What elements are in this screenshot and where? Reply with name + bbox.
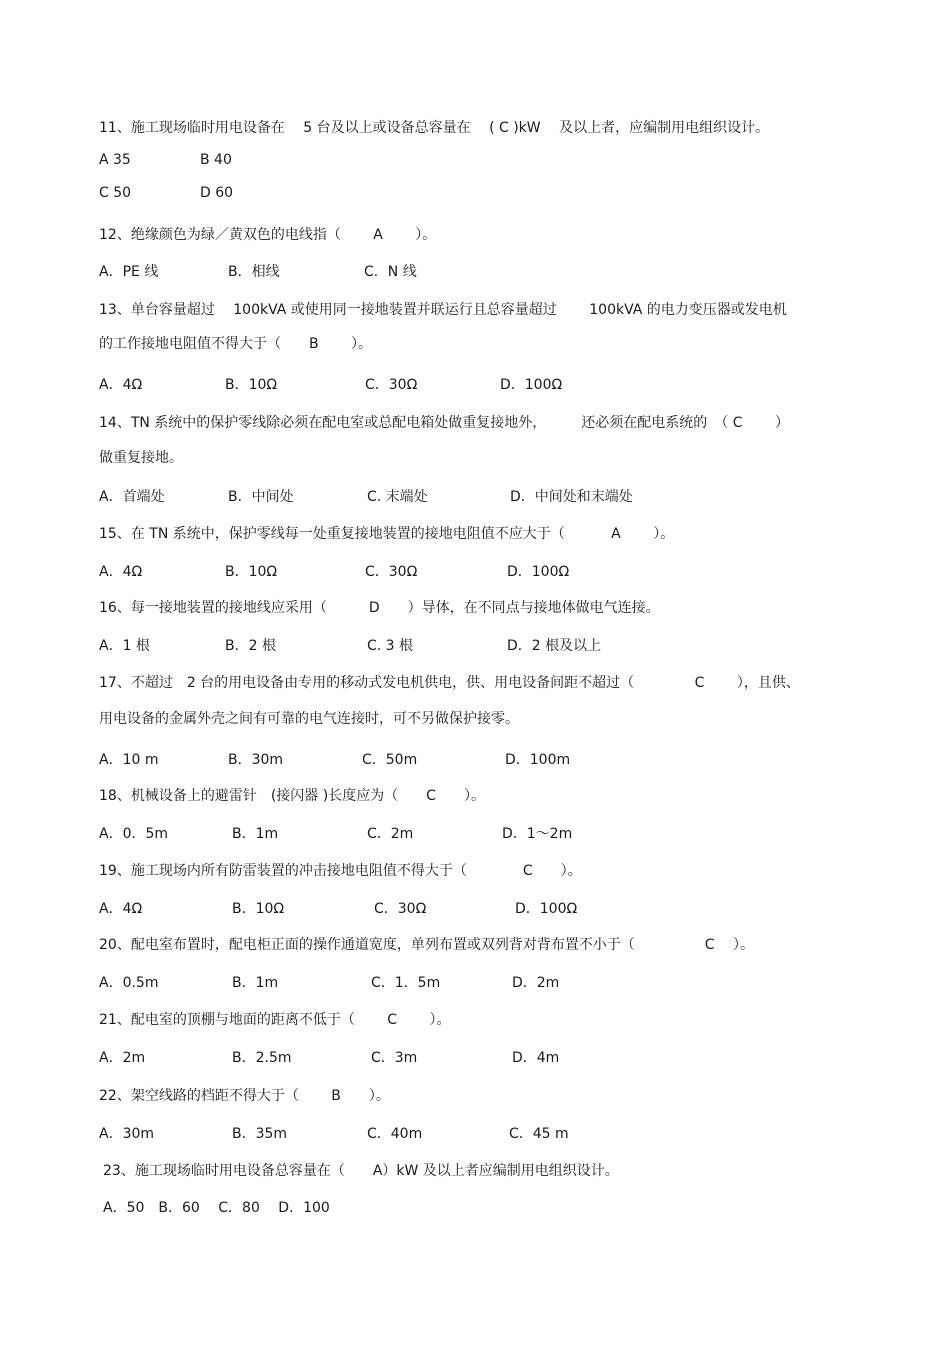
question-19-option-c: C．30Ω — [374, 901, 427, 917]
question-18-stem: 18、机械设备上的避雷针 (接闪器 )长度应为（ C ）。 — [99, 788, 485, 804]
question-22-stem: 22、架空线路的档距不得大于（ B ）。 — [99, 1088, 390, 1104]
question-22-option-c: C．40m — [367, 1126, 423, 1142]
question-18-option-d: D．1～2m — [502, 826, 573, 842]
question-19-stem: 19、施工现场内所有防雷装置的冲击接地电阻值不得大于（ C ）。 — [99, 863, 582, 879]
question-15-stem: 15、在 TN 系统中，保护零线每一处重复接地装置的接地电阻值不应大于（ A ）。 — [99, 526, 675, 542]
question-19-option-d: D．100Ω — [515, 901, 578, 917]
question-13-option-b: B．10Ω — [225, 377, 278, 393]
question-22-option-d: C．45 m — [509, 1126, 569, 1142]
question-15-option-c: C．30Ω — [365, 564, 418, 580]
question-12-option-b: B．相线 — [228, 264, 280, 280]
question-11-option-c: C 50 — [99, 185, 132, 201]
question-15-option-a: A．4Ω — [99, 564, 143, 580]
question-21-option-b: B．2.5m — [232, 1050, 292, 1066]
question-18-option-b: B．1m — [232, 826, 279, 842]
question-19-option-a: A．4Ω — [99, 901, 143, 917]
question-16-option-b: B．2 根 — [225, 638, 276, 654]
question-23-options: A．50 B．60 C．80 D．100 — [103, 1200, 330, 1216]
question-13-option-a: A．4Ω — [99, 377, 143, 393]
question-11-stem: 11、施工现场临时用电设备在 5 台及以上或设备总容量在 ( C )kW 及以上者，应编制用电组织设计。 — [99, 120, 770, 136]
question-13-stem-line-2: 的工作接地电阻值不得大于（ B ）。 — [99, 336, 373, 352]
question-15-option-b: B．10Ω — [225, 564, 278, 580]
question-13-stem-line-1: 13、单台容量超过 100kVA 或使用同一接地装置并联运行且总容量超过 100kVA 的电力变压器或发电机 — [99, 302, 787, 318]
question-20-option-d: D．2m — [512, 975, 560, 991]
question-20-option-a: A．0.5m — [99, 975, 159, 991]
question-21-option-d: D．4m — [512, 1050, 560, 1066]
question-14-option-a: A．首端处 — [99, 489, 165, 505]
question-21-option-c: C．3m — [371, 1050, 418, 1066]
question-20-option-b: B．1m — [232, 975, 279, 991]
question-18-option-c: C．2m — [367, 826, 414, 842]
question-21-stem: 21、配电室的顶棚与地面的距离不低于（ C ）。 — [99, 1012, 451, 1028]
question-17-option-d: D．100m — [505, 752, 571, 768]
question-17-option-b: B．30m — [228, 752, 284, 768]
question-16-stem: 16、每一接地装置的接地线应采用（ D ）导体，在不同点与接地体做电气连接。 — [99, 600, 660, 616]
question-22-option-a: A．30m — [99, 1126, 155, 1142]
question-11-option-d: D 60 — [200, 185, 234, 201]
question-16-option-d: D．2 根及以上 — [507, 638, 602, 654]
question-17-option-c: C．50m — [362, 752, 418, 768]
question-14-option-c: C. 末端处 — [367, 489, 428, 505]
question-12-option-a: A．PE 线 — [99, 264, 159, 280]
question-17-option-a: A．10 m — [99, 752, 159, 768]
question-20-stem: 20、配电室布置时，配电柜正面的操作通道宽度，单列布置或双列背对背布置不小于（ C ）。 — [99, 937, 755, 953]
question-12-option-c: C．N 线 — [364, 264, 417, 280]
question-14-option-b: B．中间处 — [228, 489, 294, 505]
question-11-option-a: A 35 — [99, 152, 131, 168]
question-14-stem-line-1: 14、TN 系统中的保护零线除必须在配电室或总配电箱处做重复接地外， 还必须在配电系统的 （ C ） — [99, 415, 789, 431]
question-15-option-d: D．100Ω — [507, 564, 570, 580]
question-21-option-a: A．2m — [99, 1050, 146, 1066]
question-16-option-c: C. 3 根 — [367, 638, 414, 654]
question-11-option-b: B 40 — [200, 152, 232, 168]
question-17-stem-line-2: 用电设备的金属外壳之间有可靠的电气连接时，可不另做保护接零。 — [99, 711, 519, 727]
question-20-option-c: C．1．5m — [371, 975, 441, 991]
question-18-option-a: A．0．5m — [99, 826, 169, 842]
question-14-option-d: D．中间处和末端处 — [510, 489, 633, 505]
question-17-stem-line-1: 17、不超过 2 台的用电设备由专用的移动式发电机供电，供、用电设备间距不超过（ C ），且供、 — [99, 675, 800, 691]
question-22-option-b: B．35m — [232, 1126, 288, 1142]
question-13-option-c: C．30Ω — [365, 377, 418, 393]
question-14-stem-line-2: 做重复接地。 — [99, 450, 183, 466]
question-13-option-d: D．100Ω — [500, 377, 563, 393]
question-16-option-a: A．1 根 — [99, 638, 150, 654]
question-19-option-b: B．10Ω — [232, 901, 285, 917]
question-12-stem: 12、绝缘颜色为绿／黄双色的电线指（ A ）。 — [99, 227, 437, 243]
question-23-stem: 23、施工现场临时用电设备总容量在（ A）kW 及以上者应编制用电组织设计。 — [103, 1163, 619, 1179]
